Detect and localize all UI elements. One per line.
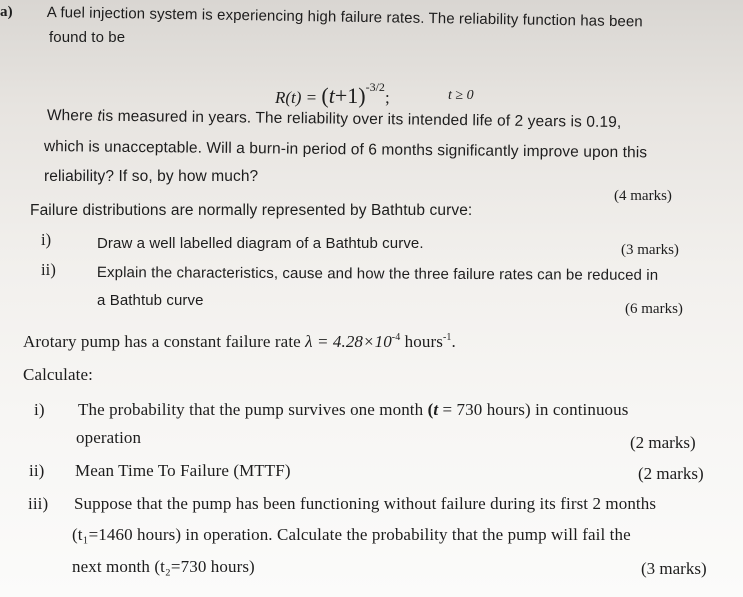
c-i-text-b: = 730 hours) in continuous [438, 400, 629, 419]
question-a-line-2: found to be [49, 29, 126, 46]
question-c-ii-num: ii) [29, 461, 45, 480]
question-b-intro: Failure distributions are normally represented by Bathtub curve: [30, 202, 473, 219]
question-c-iii-text-2: (t₁=1460 hours) in operation. Calculate the probability that the pump will fail the [72, 525, 631, 544]
question-a-line-3 [47, 106, 622, 133]
line-3-rest: is measured in years. The reliability over its intended life of 2 years is 0.19, [101, 107, 622, 132]
question-b-i-num: i) [41, 230, 52, 249]
c-i-t: t [433, 400, 439, 419]
formula-exponent: -3/2 [365, 80, 385, 94]
question-c-ii-text: Mean Time To Failure (MTTF) [75, 461, 291, 480]
question-c-i-text [78, 400, 628, 420]
question-b-ii-num: ii) [41, 260, 56, 279]
failure-rate-end: . [451, 332, 456, 351]
question-b-ii-text-2: a Bathtub curve [97, 292, 204, 309]
question-a-line-1: A fuel injection system is experiencing high failure rates. The reliability function has been [46, 3, 643, 31]
question-a-marks: (4 marks) [614, 188, 672, 204]
c-i-paren: ( [427, 400, 434, 419]
question-c-i-num: i) [34, 400, 45, 419]
question-c-ii-marks: (2 marks) [638, 464, 704, 483]
unit-exponent: -1 [442, 332, 452, 343]
question-c-intro [23, 328, 456, 352]
formula-condition: t ≥ 0 [448, 88, 474, 103]
formula-semicolon: ; [384, 88, 390, 107]
failure-rate-exponent: -4 [391, 332, 401, 343]
formula-base: +1) [334, 83, 366, 108]
question-c-iii-text-3: next month (t₂=730 hours) [72, 557, 255, 576]
question-b-ii-text: Explain the characteristics, cause and how the three failure rates can be reduced in [96, 264, 659, 284]
formula-open-paren: ( [321, 83, 329, 108]
question-b-i-text: Draw a well labelled diagram of a Bathtub curve. [97, 235, 424, 252]
question-c-i-marks: (2 marks) [630, 433, 696, 452]
question-b-ii-marks: (6 marks) [625, 301, 683, 317]
question-label: a) [0, 4, 13, 20]
question-b-i-marks: (3 marks) [621, 242, 679, 258]
pump-intro-text: Arotary pump has a constant failure rate [23, 332, 306, 351]
line-3-where: Where [46, 106, 98, 125]
question-a-line-4: which is unacceptable. Will a burn-in period of 6 months significantly improve upon this [43, 137, 648, 162]
failure-rate-value: λ = 4.28×10 [305, 332, 392, 351]
line-3-t: t [97, 107, 102, 125]
question-c-iii-text: Suppose that the pump has been functioning without failure during its first 2 months [74, 494, 657, 513]
question-c-i-text-2: operation [76, 428, 142, 447]
question-a-line-5: reliability? If so, by how much? [44, 168, 259, 185]
failure-rate-unit: hours [400, 332, 443, 351]
question-c-iii-marks: (3 marks) [641, 559, 707, 578]
calculate-label: Calculate: [23, 365, 93, 384]
reliability-formula [275, 80, 390, 109]
c-i-text-a: The probability that the pump survives one month [78, 400, 428, 419]
question-c-iii-num: iii) [28, 494, 49, 513]
formula-lhs: R(t) = [275, 88, 322, 107]
formula-variable: t [328, 83, 335, 108]
